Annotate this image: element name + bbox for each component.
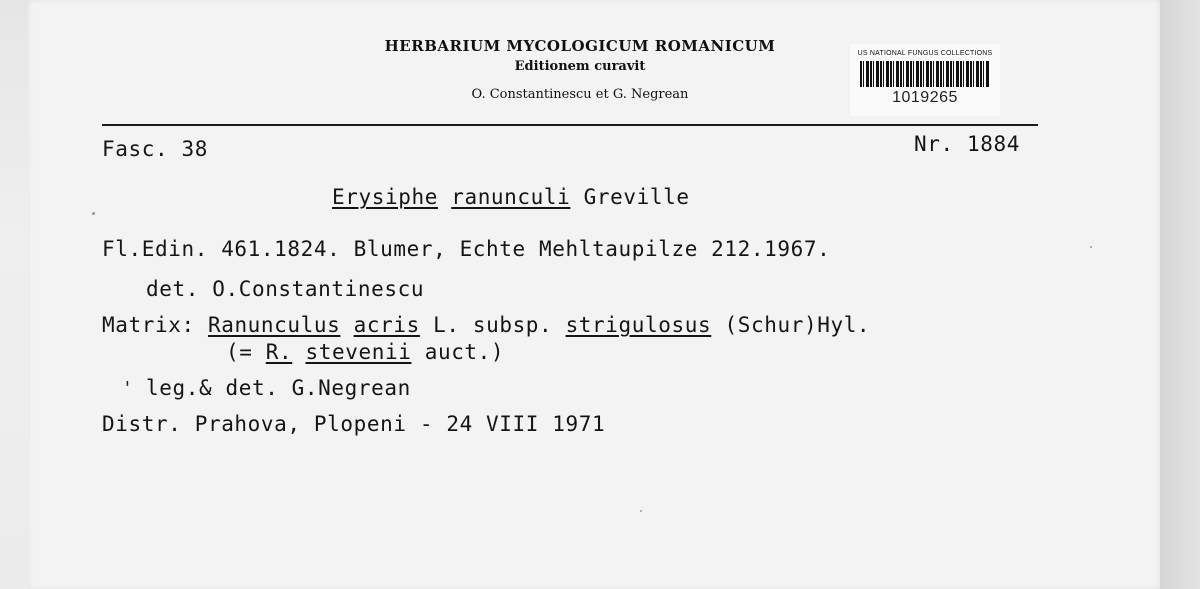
barcode-sticker — [850, 44, 1000, 116]
species-epithet: ranunculi — [451, 185, 571, 209]
synonym-open: (= — [226, 340, 253, 364]
specimen-number: Nr. 1884 — [914, 132, 1020, 156]
paper-speck — [92, 212, 95, 215]
synonym-species: stevenii — [305, 340, 412, 364]
herbarium-title: HERBARIUM MYCOLOGICUM ROMANICUM — [384, 37, 776, 55]
synonym-genus: R. — [265, 340, 293, 364]
matrix-line — [102, 313, 870, 337]
determiner-line: det. O.Constantinescu — [146, 277, 425, 301]
host-author: L. subsp. — [433, 313, 553, 337]
collector-line: leg.& det. G.Negrean — [146, 376, 411, 400]
species-genus: Erysiphe — [332, 185, 438, 209]
species-name — [332, 185, 690, 209]
host-subspecies-author: (Schur)Hyl. — [724, 313, 871, 337]
locality-line: Distr. Prahova, Plopeni - 24 VIII 1971 — [102, 412, 606, 436]
host-subspecies: strigulosus — [565, 313, 712, 337]
barcode-caption: US NATIONAL FUNGUS COLLECTIONS — [857, 50, 993, 57]
barcode-bars-icon — [860, 61, 990, 87]
synonym-line — [226, 340, 504, 364]
herbarium-subtitle: Editionem curavit — [514, 59, 646, 74]
literature-citation: Fl.Edin. 461.1824. Blumer, Echte Mehltaupilze 212.1967. — [102, 237, 831, 261]
barcode-number: 1019265 — [892, 89, 958, 106]
herbarium-editors: O. Constantinescu et G. Negrean — [471, 87, 689, 102]
matrix-prefix: Matrix: — [102, 313, 195, 337]
label-header — [300, 36, 860, 104]
species-author: Greville — [583, 185, 690, 209]
pencil-tick-mark: ' — [122, 378, 133, 399]
host-genus: Ranunculus — [207, 313, 341, 337]
label-edge-shadow — [1160, 0, 1200, 589]
fascicle-number: Fasc. 38 — [102, 137, 208, 161]
paper-speck — [640, 510, 642, 512]
host-species: acris — [353, 313, 420, 337]
synonym-close: auct.) — [424, 340, 505, 364]
paper-speck — [1090, 246, 1092, 248]
header-divider — [102, 124, 1038, 126]
